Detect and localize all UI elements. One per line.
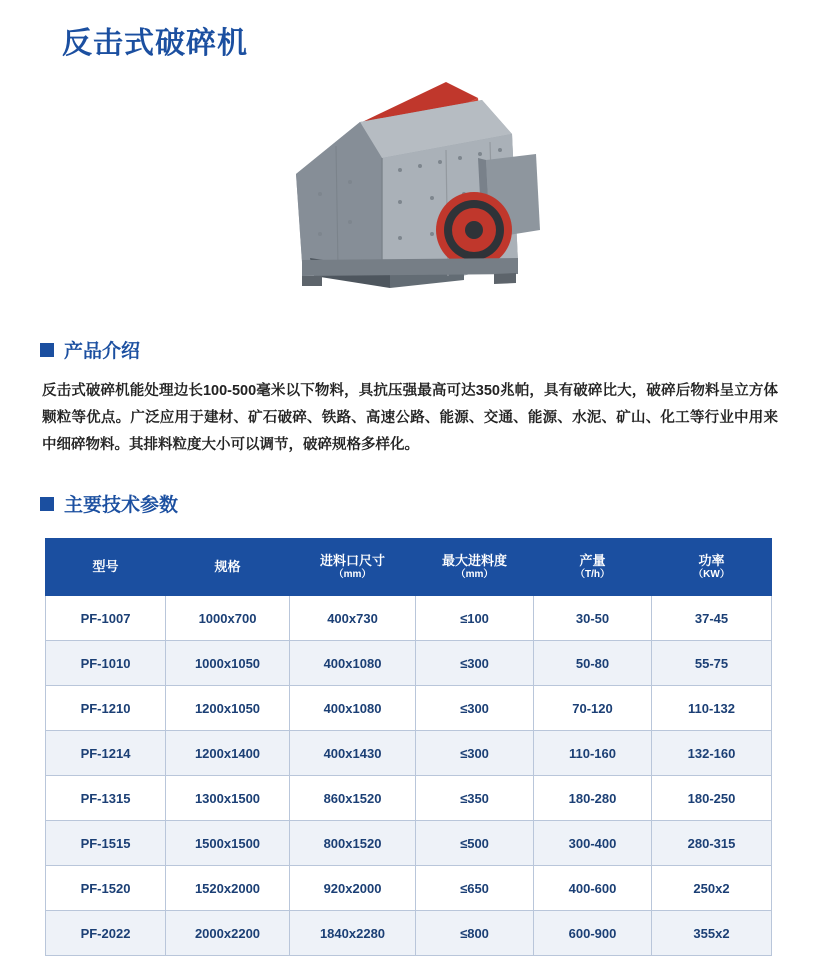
cell-model: PF-1315	[46, 776, 166, 821]
cell-spec: 2000x2200	[166, 911, 290, 956]
table-row	[46, 776, 772, 821]
column-header-capacity: 产量 （T/h）	[534, 539, 652, 596]
cell-max-feed: ≤300	[416, 641, 534, 686]
cell-max-feed: ≤650	[416, 866, 534, 911]
cell-feed-opening: 860x1520	[290, 776, 416, 821]
cell-model: PF-1010	[46, 641, 166, 686]
cell-power: 132-160	[652, 731, 772, 776]
column-header-model: 型号	[46, 539, 166, 596]
cell-power: 55-75	[652, 641, 772, 686]
table-row	[46, 596, 772, 641]
section-heading-params	[40, 490, 178, 517]
cell-max-feed: ≤800	[416, 911, 534, 956]
square-bullet-icon	[40, 343, 54, 357]
cell-model: PF-1007	[46, 596, 166, 641]
cell-power: 250x2	[652, 866, 772, 911]
cell-power: 37-45	[652, 596, 772, 641]
intro-paragraph: 反击式破碎机能处理边长100-500毫米以下物料，具抗压强最高可达350兆帕，具有破碎比大，破碎后物料呈立方体颗粒等优点。广泛应用于建材、矿石破碎、铁路、高速公路、能源、交通、能源、水泥、矿山、化工等行业中用来中细碎物料。其排料粒度大小可以调节，破碎规格多样化。	[42, 383, 778, 453]
cell-model: PF-1214	[46, 731, 166, 776]
square-bullet-icon	[40, 497, 54, 511]
cell-capacity: 300-400	[534, 821, 652, 866]
section-heading-intro	[40, 336, 140, 363]
spec-table-body	[46, 596, 772, 956]
column-header-spec: 规格	[166, 539, 290, 596]
table-header-row	[46, 539, 772, 596]
section-heading-params-label: 主要技术参数	[64, 495, 179, 516]
cell-capacity: 400-600	[534, 866, 652, 911]
cell-capacity: 50-80	[534, 641, 652, 686]
page-title: 反击式破碎机	[62, 27, 248, 60]
table-row	[46, 911, 772, 956]
cell-spec: 1000x1050	[166, 641, 290, 686]
section-heading-intro-label: 产品介绍	[64, 341, 141, 362]
cell-model: PF-2022	[46, 911, 166, 956]
column-header-power: 功率 （KW）	[652, 539, 772, 596]
cell-model: PF-1515	[46, 821, 166, 866]
cell-power: 355x2	[652, 911, 772, 956]
cell-feed-opening: 920x2000	[290, 866, 416, 911]
cell-max-feed: ≤300	[416, 686, 534, 731]
cell-capacity: 110-160	[534, 731, 652, 776]
cell-spec: 1520x2000	[166, 866, 290, 911]
cell-capacity: 70-120	[534, 686, 652, 731]
table-row	[46, 686, 772, 731]
spec-table-head	[46, 539, 772, 596]
cell-spec: 1200x1050	[166, 686, 290, 731]
cell-capacity: 180-280	[534, 776, 652, 821]
cell-model: PF-1520	[46, 866, 166, 911]
cell-max-feed: ≤300	[416, 731, 534, 776]
cell-power: 110-132	[652, 686, 772, 731]
column-header-feed-opening: 进料口尺寸 （mm）	[290, 539, 416, 596]
spec-table-wrapper	[45, 538, 771, 956]
impact-crusher-illustration	[250, 62, 570, 292]
cell-feed-opening: 1840x2280	[290, 911, 416, 956]
cell-max-feed: ≤350	[416, 776, 534, 821]
cell-power: 280-315	[652, 821, 772, 866]
cell-model: PF-1210	[46, 686, 166, 731]
cell-spec: 1300x1500	[166, 776, 290, 821]
spec-table	[45, 538, 772, 956]
cell-feed-opening: 400x1080	[290, 686, 416, 731]
cell-max-feed: ≤100	[416, 596, 534, 641]
table-row	[46, 731, 772, 776]
cell-spec: 1200x1400	[166, 731, 290, 776]
cell-capacity: 600-900	[534, 911, 652, 956]
table-row	[46, 866, 772, 911]
column-header-max-feed: 最大进料度 （mm）	[416, 539, 534, 596]
cell-feed-opening: 400x1430	[290, 731, 416, 776]
cell-max-feed: ≤500	[416, 821, 534, 866]
cell-feed-opening: 800x1520	[290, 821, 416, 866]
cell-feed-opening: 400x1080	[290, 641, 416, 686]
table-row	[46, 821, 772, 866]
cell-power: 180-250	[652, 776, 772, 821]
table-row	[46, 641, 772, 686]
cell-spec: 1000x700	[166, 596, 290, 641]
cell-spec: 1500x1500	[166, 821, 290, 866]
cell-capacity: 30-50	[534, 596, 652, 641]
cell-feed-opening: 400x730	[290, 596, 416, 641]
